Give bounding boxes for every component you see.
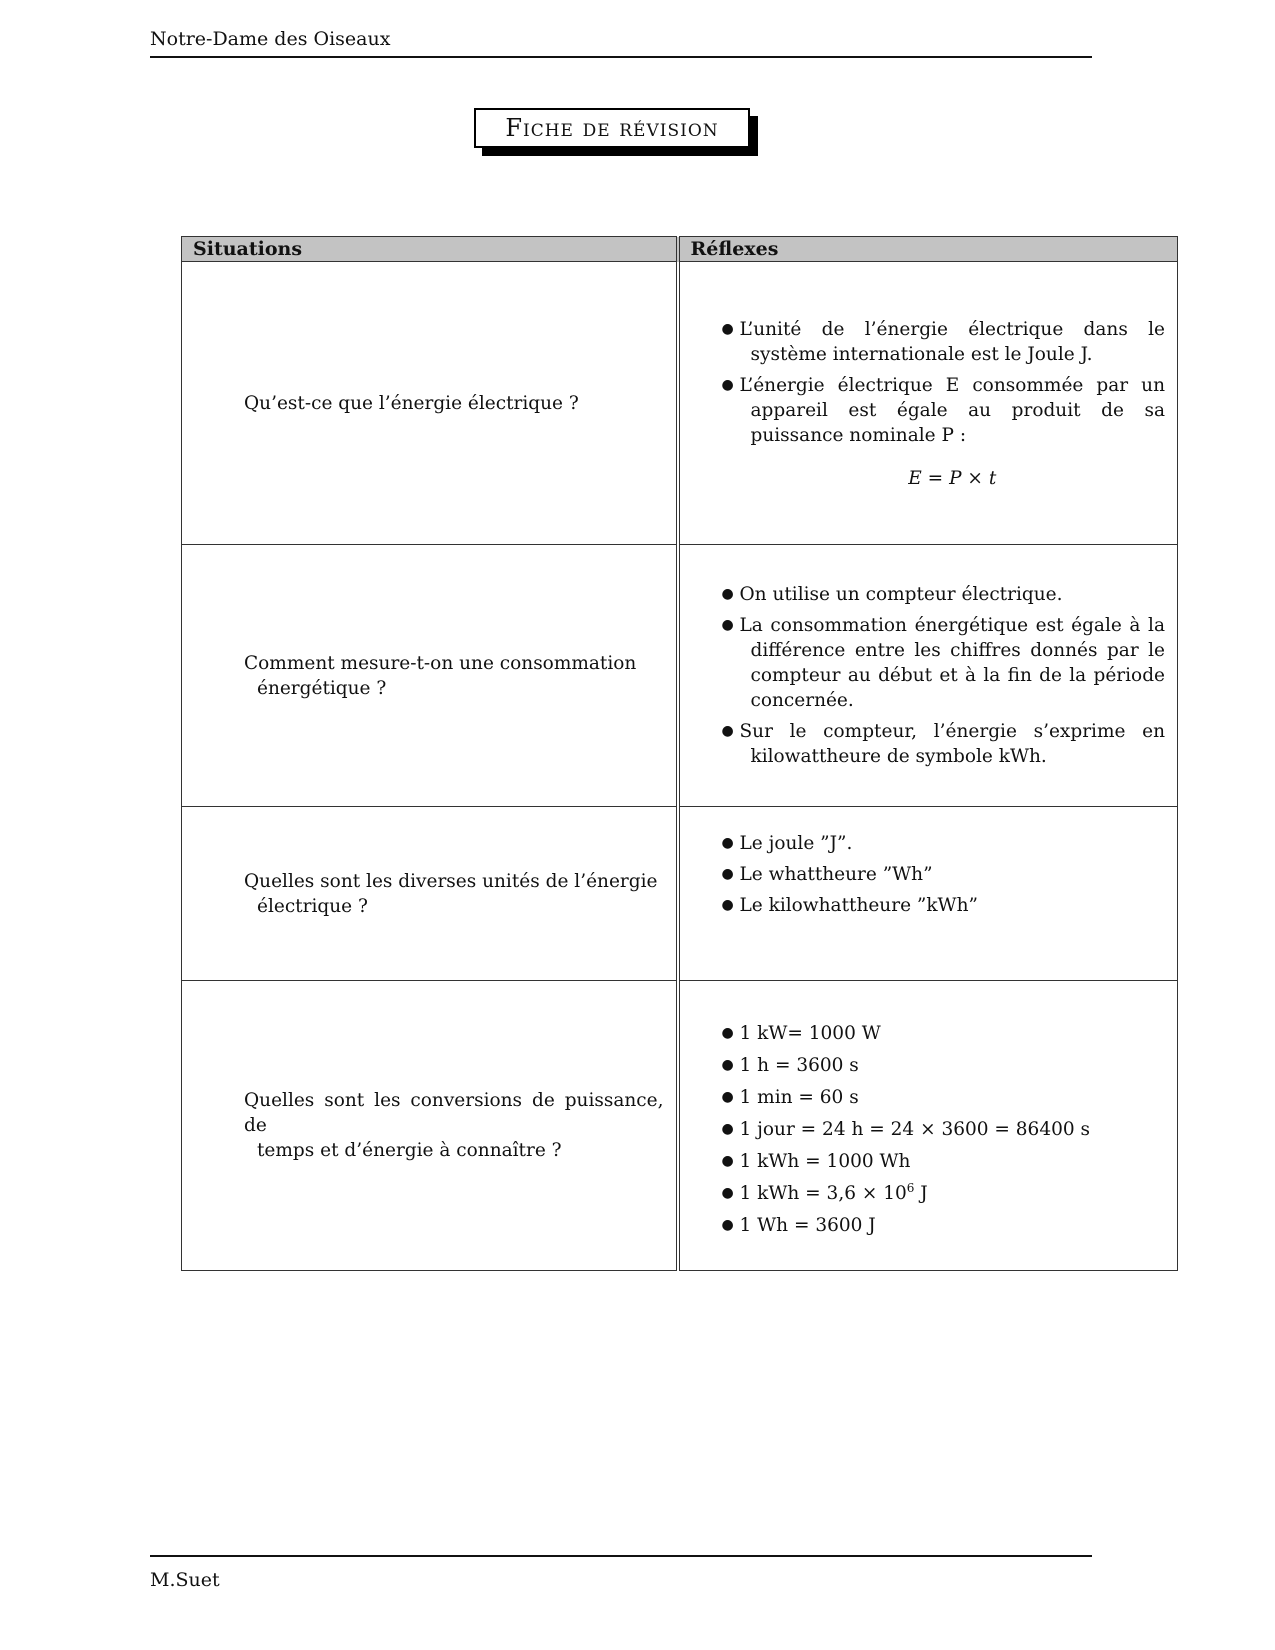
reflex-list [680, 582, 1178, 769]
footer-author: M.Suet [150, 1569, 220, 1591]
bullet-icon: ● [721, 617, 734, 633]
list-item: ● La consommation énergétique est égale à la différence entre les chiffres donnés par le compteur au début et à la fin de la période concernée. [721, 615, 1165, 711]
bullet-icon: ● [721, 1120, 734, 1137]
reflex-list [680, 317, 1178, 448]
page-title: Fiche de révision [474, 108, 750, 148]
list-item: ● Le whattheure ”Wh” [721, 864, 933, 885]
table-row [182, 262, 1178, 545]
footer-rule [150, 1555, 1092, 1557]
situation-cell [182, 262, 678, 545]
situation-question: Quelles sont les diverses unités de l’énergie électrique ? [244, 870, 658, 917]
header-school: Notre-Dame des Oiseaux [150, 28, 391, 50]
bullet-icon: ● [721, 1184, 734, 1201]
reflex-cell [678, 807, 1178, 981]
list-item: ● 1 kWh = 1000 Wh [721, 1150, 911, 1172]
bullet-icon: ● [721, 1056, 734, 1073]
situation-cell [182, 981, 678, 1271]
list-item: ● Le joule ”J”. [721, 833, 853, 854]
column-header-situations: Situations [182, 237, 678, 262]
list-item: ● 1 min = 60 s [721, 1086, 859, 1108]
reflex-list [680, 1021, 1178, 1238]
reflex-cell [678, 262, 1178, 545]
bullet-icon: ● [721, 1152, 734, 1169]
list-item: ● 1 Wh = 3600 J [721, 1214, 876, 1236]
reflex-cell [678, 545, 1178, 807]
list-item: ● 1 jour = 24 h = 24 × 3600 = 86400 s [721, 1118, 1091, 1140]
column-header-reflexes: Réflexes [678, 237, 1178, 262]
bullet-icon: ● [721, 723, 734, 739]
bullet-icon: ● [721, 377, 734, 393]
revision-table [181, 236, 1178, 1271]
list-item: ● 1 h = 3600 s [721, 1054, 859, 1076]
bullet-icon: ● [721, 1216, 734, 1233]
header-rule [150, 56, 1092, 58]
table-row [182, 545, 1178, 807]
list-item: ● L’énergie électrique E consommée par un appareil est égale au produit de sa puissance nominale P : [721, 375, 1165, 446]
situation-question: Qu’est-ce que l’énergie électrique ? [244, 392, 579, 414]
bullet-icon: ● [721, 835, 734, 851]
list-item: ● On utilise un compteur électrique. [721, 584, 1063, 605]
bullet-icon: ● [721, 1024, 734, 1041]
bullet-icon: ● [721, 897, 734, 913]
reflex-cell [678, 981, 1178, 1271]
list-item: ● 1 kW= 1000 W [721, 1022, 881, 1044]
situation-cell [182, 545, 678, 807]
bullet-icon: ● [721, 586, 734, 602]
reflex-list [680, 831, 1178, 918]
list-item: ● 1 kWh = $3,6 \times 10^6$ J [721, 1180, 928, 1204]
list-item: ● Sur le compteur, l’énergie s’exprime en kilowattheure de symbole kWh. [721, 721, 1165, 767]
energy-formula: E = P × t [908, 468, 997, 489]
bullet-icon: ● [721, 866, 734, 882]
list-item: ● L’unité de l’énergie électrique dans le système internationale est le Joule J. [721, 319, 1165, 365]
table-row [182, 981, 1178, 1271]
situation-question: Quelles sont les conversions de puissance, de temps et d’énergie à connaître ? [244, 1090, 664, 1161]
bullet-icon: ● [721, 1088, 734, 1105]
bullet-icon: ● [721, 321, 734, 337]
situation-cell [182, 807, 678, 981]
list-item: ● Le kilowhattheure ”kWh” [721, 895, 978, 916]
situation-question: Comment mesure-t-on une consommation énergétique ? [244, 652, 637, 699]
table-row [182, 807, 1178, 981]
